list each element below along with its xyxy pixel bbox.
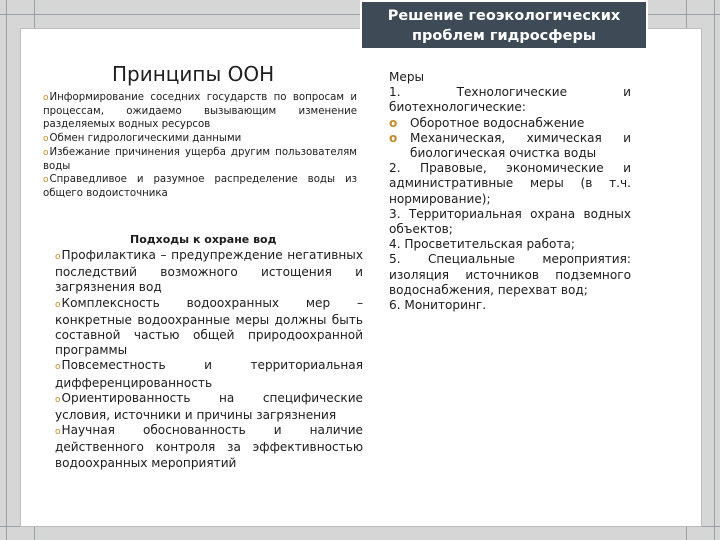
circle-bullet-icon: o: [55, 252, 61, 262]
circle-bullet-icon: o: [43, 175, 49, 186]
approaches-title: Подходы к охране вод: [130, 233, 277, 246]
list-item: oНаучная обоснованность и наличие действенного контроля за эффективностью водоохранных мероприятий: [55, 423, 363, 470]
circle-bullet-icon: o: [43, 133, 49, 144]
list-item: oОриентированность на специфические условия, источники и причины загрязнения: [55, 390, 363, 423]
header-line-2: проблем гидросферы: [412, 28, 596, 44]
frame-line-left: [6, 0, 7, 540]
list-item: oОбмен гидрологическими данными: [43, 132, 242, 144]
list-item: oИзбежание причинения ущерба другим пользователям воды: [43, 146, 357, 173]
measure-1: 1. Технологические и биотехнологические:: [389, 85, 631, 115]
list-item: oСправедливое и разумное распределение воды из общего водоисточника: [43, 174, 357, 200]
un-principles-list: [43, 91, 357, 201]
measure-3: 3. Территориальная охрана водных объектов;: [389, 206, 631, 237]
list-item: oИнформирование соседних государств по вопросам и процессам, ожидаемо вызывающим изменение разделяемых водных ресурсов: [43, 92, 357, 131]
circle-bullet-icon: o: [55, 394, 61, 405]
list-item: oПовсеместность и территориальная дифференцированность: [55, 358, 363, 390]
circle-bullet-icon: o: [43, 93, 49, 103]
measure-1-sub-item: o Оборотное водоснабжение: [389, 115, 585, 130]
list-item: oПрофилактика – предупреждение негативных последствий возможного истощения и загрязнения вод: [55, 248, 363, 295]
measure-5: 5. Специальные мероприятия: изоляция источников подземного водоснабжения, перехват вод;: [389, 252, 631, 297]
measure-1-sub-item: o Механическая, химическая и биологическая очистка воды: [389, 130, 631, 161]
header-line-1: Решение геоэкологических: [387, 8, 621, 24]
measure-2: 2. Правовые, экономические и административные меры (в т.ч. нормирование);: [389, 161, 631, 206]
measure-6: 6. Мониторинг.: [389, 298, 487, 313]
measures-heading: Меры: [389, 70, 425, 84]
measures-column: [389, 70, 631, 313]
frame-line-right: [714, 0, 715, 540]
circle-bullet-icon: o: [389, 115, 398, 130]
un-principles-title: Принципы ООН: [112, 62, 275, 86]
circle-bullet-icon: o: [55, 427, 61, 438]
slide-header: [360, 0, 648, 50]
measure-4: 4. Просветительская работа;: [389, 237, 575, 252]
circle-bullet-icon: o: [55, 362, 61, 373]
approaches-list: [55, 248, 363, 471]
circle-bullet-icon: o: [43, 147, 49, 158]
list-item: oКомплексность водоохранных мер – конкретные водоохранные меры должны быть составной частью общей природоохранной программы: [55, 295, 363, 358]
circle-bullet-icon: o: [389, 130, 398, 145]
circle-bullet-icon: o: [55, 299, 61, 310]
